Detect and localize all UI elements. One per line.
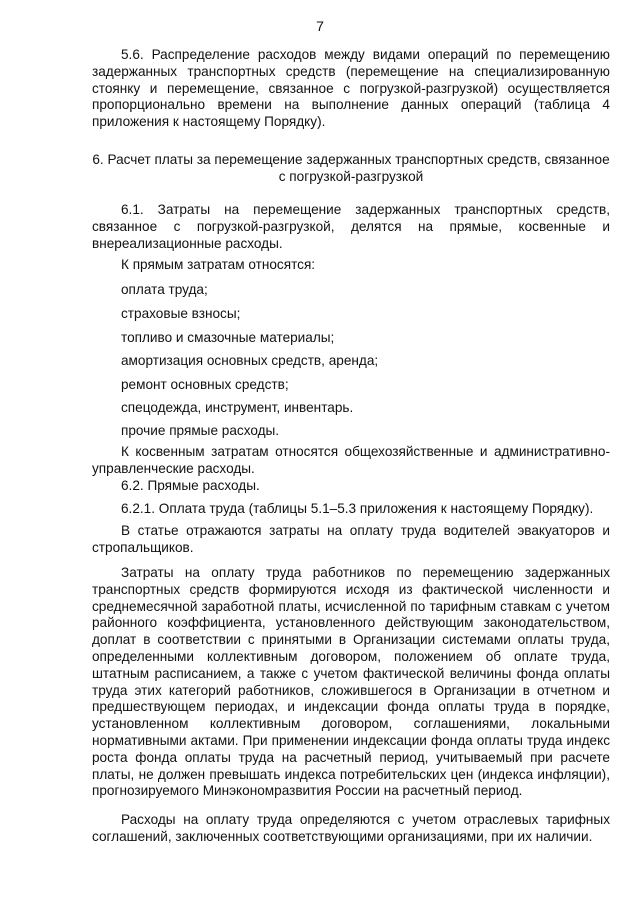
- paragraph-6-2-1: 6.2.1. Оплата труда (таблицы 5.1–5.3 приложения к настоящему Порядку).: [121, 501, 594, 516]
- paragraph-6-2: 6.2. Прямые расходы.: [121, 478, 260, 493]
- direct-cost-item: оплата труда;: [121, 282, 208, 297]
- page-number: 7: [316, 18, 324, 34]
- sector-agreements-paragraph: Расходы на оплату труда определяются с учетом отраслевых тарифных соглашений, заключенных соответствующими организациями, при их наличии.: [92, 812, 610, 844]
- direct-cost-item: ремонт основных средств;: [121, 377, 289, 392]
- article-paragraph: В статье отражаются затраты на оплату труда водителей эвакуаторов и стропальщиков.: [92, 523, 610, 555]
- payroll-paragraph: Затраты на оплату труда работников по перемещению задержанных транспортных средств формируются исходя из фактической численности и среднемесячной заработной платы, исчисленной по тарифным ставкам с учетом районного коэффициента, установленного действующим законодательством, доплат в соответствии с принятыми в Организации системами оплаты труда, определенными коллективным договором, положением об оплате труда, штатным расписанием, а также с учетом фактической величины фонда оплаты труда этих категорий работников, сложившегося в Организации в отчетном и предшествующем периодах, и индексации фонда оплаты труда в порядке, установленном коллективным договором, соглашениями, локальными нормативными актами. При применении индексации фонда оплаты труда индекс роста фонда оплаты труда на расчетный период, учитываемый при расчете платы, не должен превышать индекса потребительских цен (индекса инфляции), прогнозируемого Минэкономразвития России на расчетный период.: [92, 565, 610, 799]
- paragraph-6-1: 6.1. Затраты на перемещение задержанных транспортных средств, связанное с погрузкой-разгрузкой, делятся на прямые, косвенные и внереализационные расходы.: [92, 202, 610, 251]
- direct-cost-item: страховые взносы;: [121, 306, 241, 321]
- direct-cost-item: топливо и смазочные материалы;: [121, 330, 335, 345]
- section-6-heading: 6. Расчет платы за перемещение задержанных транспортных средств, связанное с погрузкой-разгрузкой: [92, 152, 610, 184]
- direct-costs-intro: К прямым затратам относятся:: [121, 257, 316, 272]
- indirect-costs-paragraph: К косвенным затратам относятся общехозяйственные и административно-управленческие расходы.: [92, 444, 610, 476]
- direct-cost-item: прочие прямые расходы.: [121, 423, 280, 438]
- direct-cost-item: спецодежда, инструмент, инвентарь.: [121, 400, 354, 415]
- direct-cost-item: амортизация основных средств, аренда;: [121, 353, 379, 368]
- paragraph-5-6: 5.6. Распределение расходов между видами операций по перемещению задержанных транспортных средств (перемещение на специализированную стоянку и перемещение, связанное с погрузкой-разгрузкой) осуществляется пропорционально времени на выполнение данных операций (таблица 4 приложения к настоящему Порядку).: [92, 47, 610, 130]
